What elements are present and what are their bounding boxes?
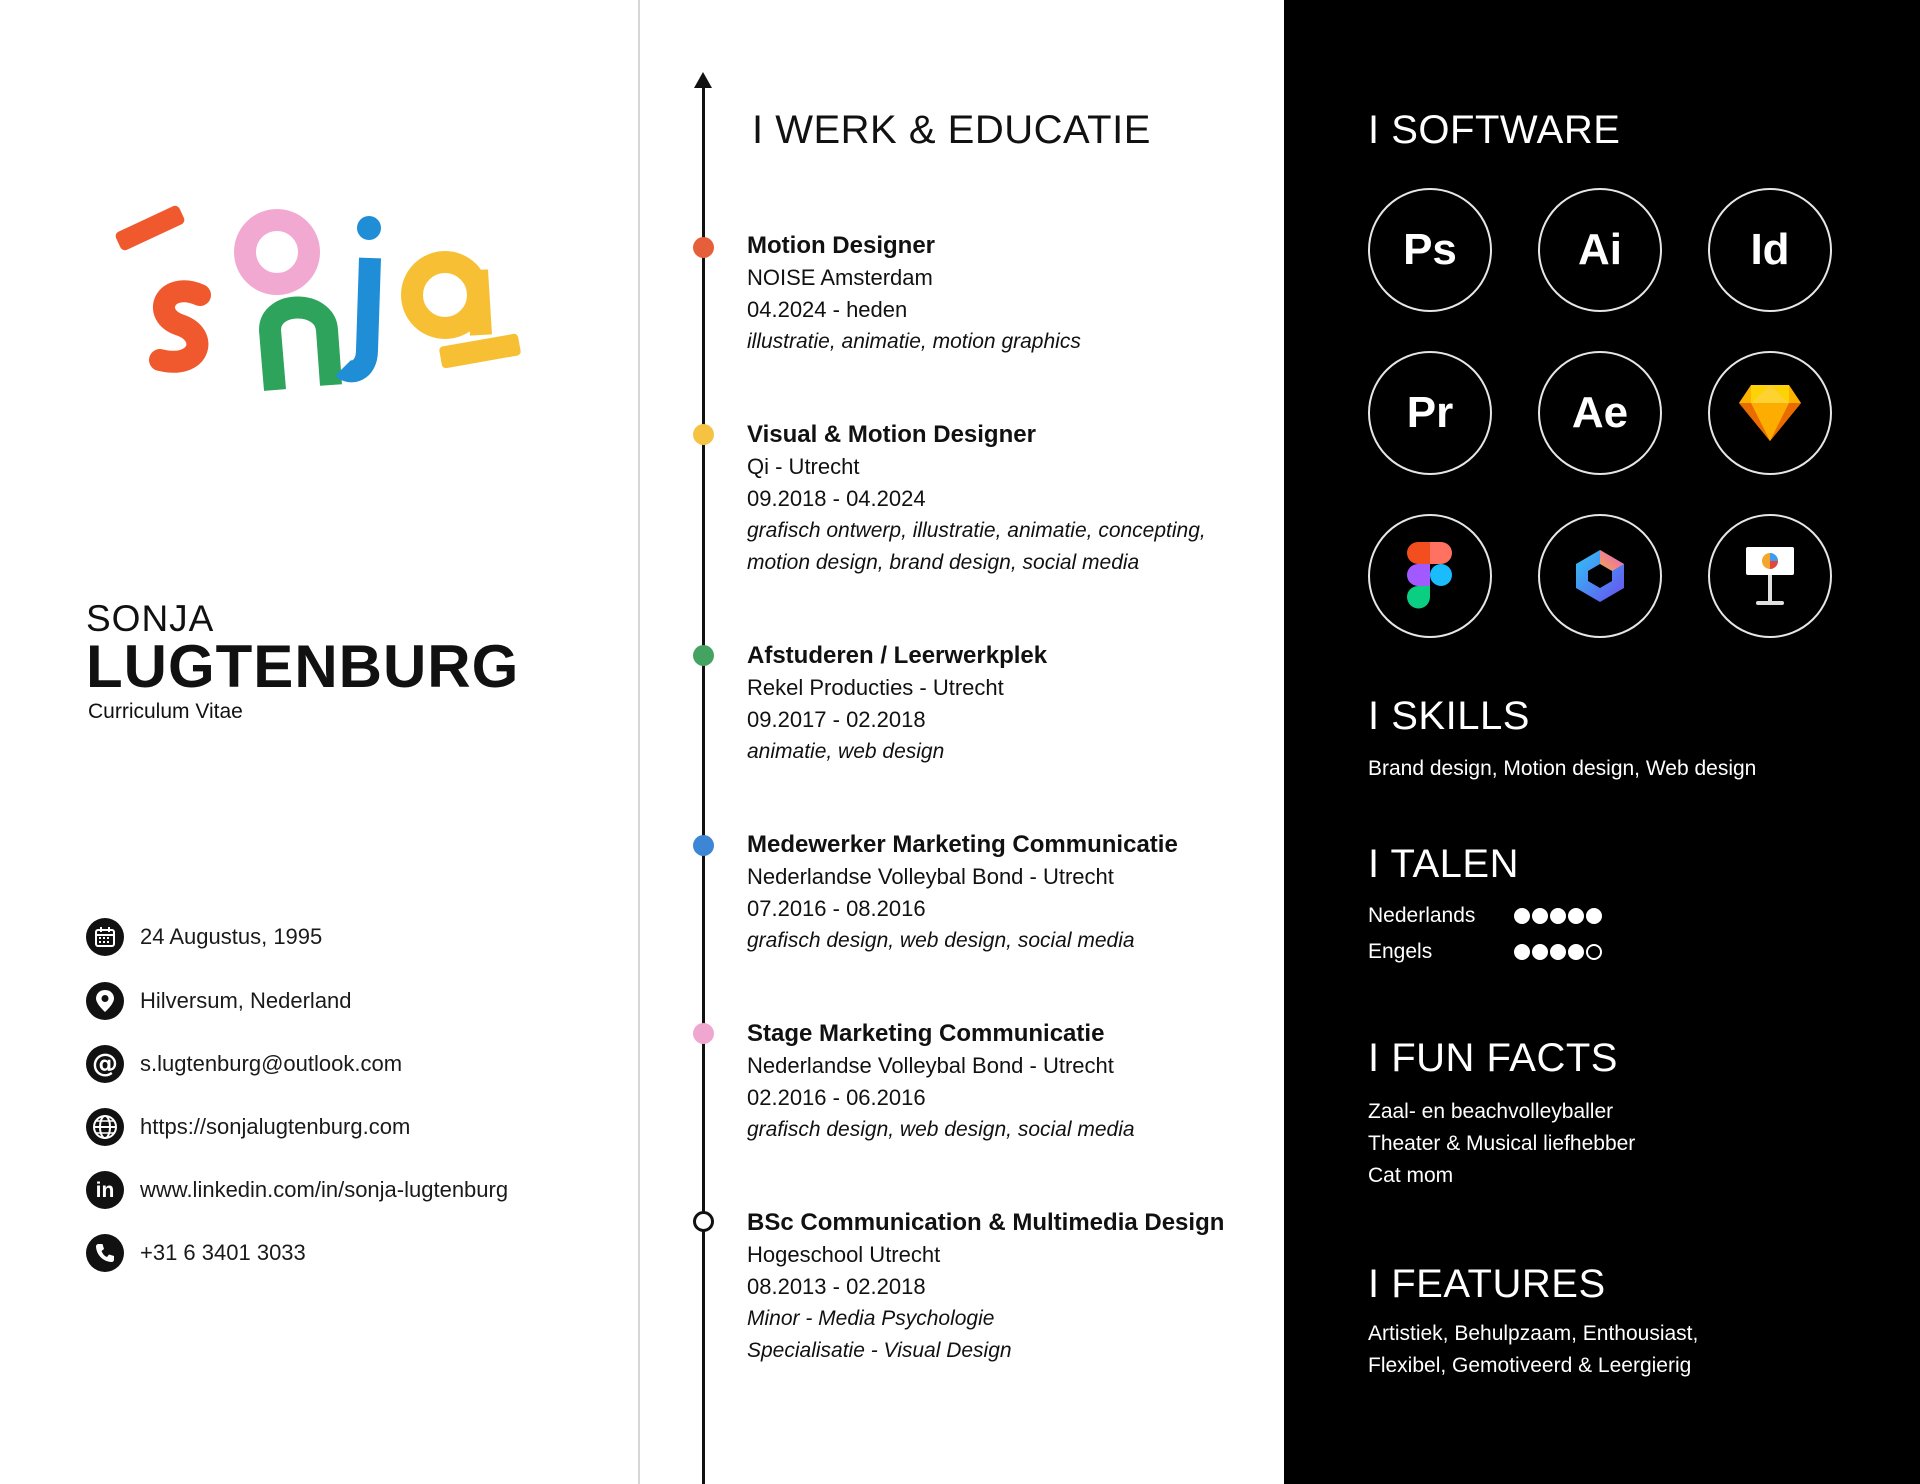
last-name: LUGTENBURG bbox=[86, 633, 520, 700]
rating-dot bbox=[1514, 944, 1530, 960]
entry-organization: Nederlandse Volleybal Bond - Utrecht bbox=[747, 1053, 1114, 1078]
rating-dot bbox=[1586, 944, 1602, 960]
contact-text: 24 Augustus, 1995 bbox=[140, 924, 323, 949]
rating-dot bbox=[1568, 944, 1584, 960]
skills-text: Brand design, Motion design, Web design bbox=[1368, 757, 1757, 780]
contact-text[interactable]: www.linkedin.com/in/sonja-lugtenburg bbox=[140, 1177, 509, 1202]
software-heading: I SOFTWARE bbox=[1368, 108, 1621, 152]
entry-description: motion design, brand design, social media bbox=[747, 551, 1140, 574]
language-row bbox=[1368, 904, 1602, 928]
entry-description: animatie, web design bbox=[747, 740, 945, 763]
timeline-entry bbox=[747, 419, 1287, 579]
rating-dot bbox=[1532, 944, 1548, 960]
premiere-icon bbox=[1368, 351, 1492, 475]
software-label: Id bbox=[1750, 225, 1790, 274]
cv-subtitle: Curriculum Vitae bbox=[88, 700, 243, 723]
rating-dot bbox=[1568, 908, 1584, 924]
talen-heading: I TALEN bbox=[1368, 842, 1519, 886]
entry-organization: Hogeschool Utrecht bbox=[747, 1242, 941, 1267]
timeline-line bbox=[702, 82, 705, 1484]
calendar-icon bbox=[86, 918, 124, 956]
language-rating bbox=[1514, 944, 1602, 960]
left-column bbox=[0, 0, 638, 1484]
timeline-dot bbox=[693, 645, 714, 666]
entry-title: Motion Designer bbox=[747, 232, 936, 259]
werk-educatie-heading: I WERK & EDUCATIE bbox=[752, 108, 1151, 152]
location-pin-icon bbox=[86, 982, 124, 1020]
features-heading: I FEATURES bbox=[1368, 1262, 1606, 1306]
rating-dot bbox=[1550, 944, 1566, 960]
entry-period: 04.2024 - heden bbox=[747, 297, 908, 322]
software-label: Ai bbox=[1578, 225, 1622, 274]
language-name: Nederlands bbox=[1368, 904, 1476, 927]
timeline-dot bbox=[693, 424, 714, 445]
contact-text[interactable]: s.lugtenburg@outlook.com bbox=[140, 1051, 403, 1076]
entry-period: 09.2018 - 04.2024 bbox=[747, 486, 926, 511]
timeline-entry bbox=[747, 1018, 1287, 1146]
globe-icon bbox=[86, 1108, 124, 1146]
entry-organization: Qi - Utrecht bbox=[747, 454, 860, 479]
contact-website[interactable] bbox=[86, 1107, 410, 1147]
illustrator-icon bbox=[1538, 188, 1662, 312]
entry-period: 07.2016 - 08.2016 bbox=[747, 896, 926, 921]
contact-text[interactable]: +31 6 3401 3033 bbox=[140, 1240, 306, 1265]
after-effects-icon bbox=[1538, 351, 1662, 475]
entry-title: Medewerker Marketing Communicatie bbox=[747, 831, 1178, 858]
language-name: Engels bbox=[1368, 940, 1433, 963]
software-label: Ps bbox=[1403, 225, 1457, 274]
contact-birthdate bbox=[86, 917, 322, 957]
contact-text: Hilversum, Nederland bbox=[140, 988, 352, 1013]
entry-title: Stage Marketing Communicatie bbox=[747, 1020, 1105, 1047]
entry-title: Afstuderen / Leerwerkplek bbox=[747, 642, 1048, 669]
entry-description: Specialisatie - Visual Design bbox=[747, 1339, 1012, 1362]
timeline-arrow-icon bbox=[694, 72, 712, 88]
fun-facts-heading: I FUN FACTS bbox=[1368, 1036, 1618, 1080]
rating-dot bbox=[1532, 908, 1548, 924]
contact-linkedin[interactable] bbox=[86, 1170, 508, 1210]
photoshop-icon bbox=[1368, 188, 1492, 312]
features-text: Artistiek, Behulpzaam, Enthousiast, bbox=[1368, 1322, 1699, 1345]
indesign-icon bbox=[1708, 188, 1832, 312]
entry-description: illustratie, animatie, motion graphics bbox=[747, 330, 1081, 353]
at-icon: @ bbox=[86, 1045, 124, 1083]
fun-fact-item: Cat mom bbox=[1368, 1164, 1454, 1187]
entry-description: Minor - Media Psychologie bbox=[747, 1307, 995, 1330]
column-divider bbox=[638, 0, 640, 1484]
contact-email[interactable] bbox=[86, 1044, 402, 1084]
timeline-entry bbox=[747, 230, 1287, 358]
contact-location bbox=[86, 981, 352, 1021]
entry-description: grafisch ontwerp, illustratie, animatie, concepting, bbox=[747, 519, 1206, 542]
entry-organization: Nederlandse Volleybal Bond - Utrecht bbox=[747, 864, 1114, 889]
fun-fact-item: Zaal- en beachvolleyballer bbox=[1368, 1100, 1614, 1123]
entry-organization: NOISE Amsterdam bbox=[747, 265, 933, 290]
figma-icon bbox=[1368, 514, 1492, 638]
entry-organization: Rekel Producties - Utrecht bbox=[747, 675, 1004, 700]
entry-title: BSc Communication & Multimedia Design bbox=[747, 1209, 1225, 1236]
language-row bbox=[1368, 940, 1602, 964]
rating-dot bbox=[1514, 908, 1530, 924]
entry-period: 08.2013 - 02.2018 bbox=[747, 1274, 926, 1299]
entry-period: 09.2017 - 02.2018 bbox=[747, 707, 926, 732]
timeline-dot bbox=[693, 237, 714, 258]
software-label: Pr bbox=[1406, 388, 1454, 437]
software-label: Ae bbox=[1571, 388, 1629, 437]
phone-icon bbox=[86, 1234, 124, 1272]
timeline-entry bbox=[747, 1207, 1287, 1367]
contact-phone[interactable] bbox=[86, 1233, 306, 1273]
linkedin-icon: in bbox=[86, 1171, 124, 1209]
keynote-icon bbox=[1708, 514, 1832, 638]
entry-description: grafisch design, web design, social media bbox=[747, 929, 1135, 952]
timeline-dot bbox=[693, 1023, 714, 1044]
first-name: SONJA bbox=[86, 598, 215, 639]
timeline-dot bbox=[693, 1211, 714, 1232]
rating-dot bbox=[1550, 908, 1566, 924]
rating-dot bbox=[1586, 908, 1602, 924]
contact-text[interactable]: https://sonjalugtenburg.com bbox=[140, 1114, 411, 1139]
fun-fact-item: Theater & Musical liefhebber bbox=[1368, 1132, 1636, 1155]
sketch-icon bbox=[1708, 351, 1832, 475]
features-text: Flexibel, Gemotiveerd & Leergierig bbox=[1368, 1354, 1692, 1377]
right-column bbox=[1284, 0, 1920, 1484]
entry-title: Visual & Motion Designer bbox=[747, 421, 1036, 448]
timeline-entry bbox=[747, 640, 1287, 768]
skills-heading: I SKILLS bbox=[1368, 694, 1530, 738]
sonja-logo bbox=[105, 200, 535, 420]
entry-description: grafisch design, web design, social media bbox=[747, 1118, 1135, 1141]
copilot-icon bbox=[1538, 514, 1662, 638]
timeline-entry bbox=[747, 829, 1287, 957]
timeline-dot bbox=[693, 835, 714, 856]
entry-period: 02.2016 - 06.2016 bbox=[747, 1085, 926, 1110]
language-rating bbox=[1514, 908, 1602, 924]
